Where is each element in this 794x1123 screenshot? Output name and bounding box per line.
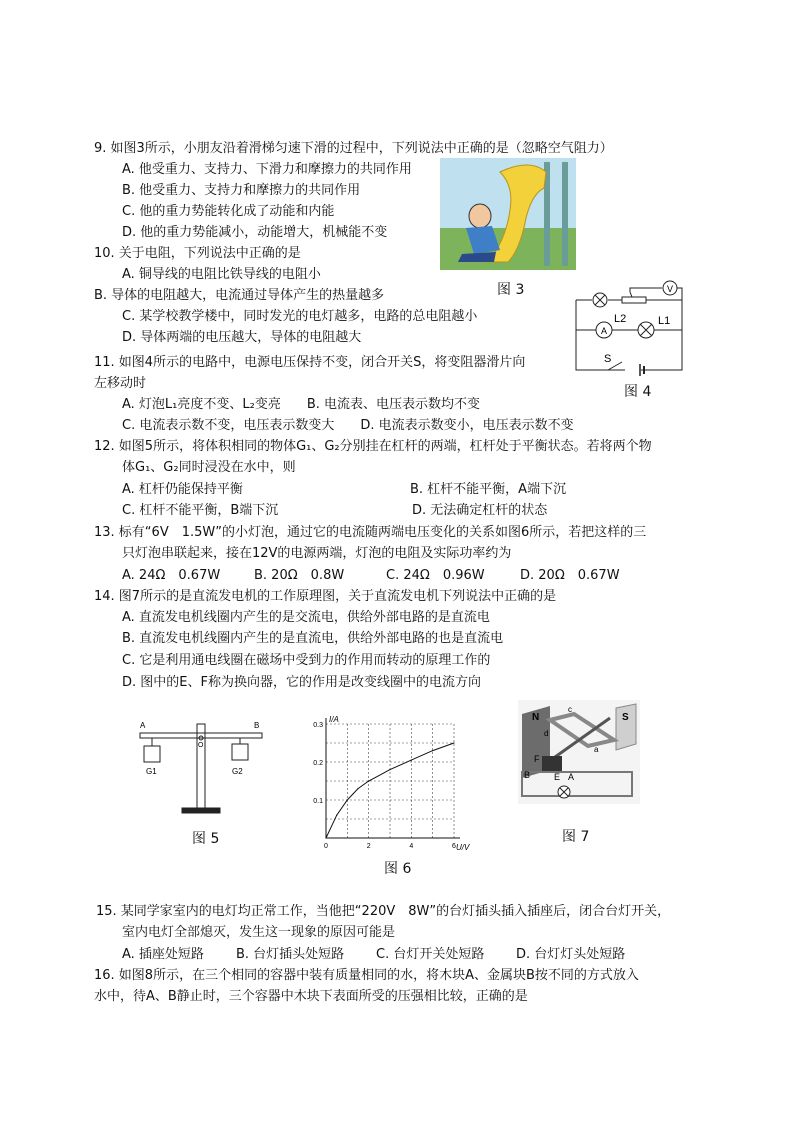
chart-x-tick-label: 4 <box>409 843 414 850</box>
chart-data-point <box>411 760 412 761</box>
q15-option-d: D. 台灯灯头处短路 <box>516 947 626 962</box>
chart-y-tick-label: 0.1 <box>313 798 323 805</box>
figure-5-caption: 图 5 <box>192 831 220 847</box>
figure-7-caption: 图 7 <box>562 829 590 845</box>
q13-stem-line2: 只灯泡串联起来，接在12V的电源两端，灯泡的电阻及实际功率约为 <box>122 546 512 561</box>
q10-option-a: A. 铜导线的电阻比铁导线的电阻小 <box>122 267 321 282</box>
fig4-lamp-l2-label: L2 <box>614 313 627 325</box>
q12-option-c: C. 杠杆不能平衡，B端下沉 <box>122 503 279 518</box>
q15-option-b: B. 台灯插头处短路 <box>236 947 345 962</box>
chart-y-tick-label: 0.3 <box>313 722 323 729</box>
chart-data-point <box>453 742 454 743</box>
fig5-g2-label: G2 <box>232 767 243 776</box>
fig7-ring-f-label: F <box>534 754 540 764</box>
fig7-pole-s-label: S <box>622 712 629 723</box>
q15-option-a: A. 插座处短路 <box>122 947 204 962</box>
chart-data-point <box>336 815 337 816</box>
fig7-brush-a-label: A <box>568 772 575 782</box>
q10-option-c: C. 某学校教学楼中，同时发光的电灯越多，电路的总电阻越小 <box>122 309 478 324</box>
fig5-end-a-label: A <box>140 721 146 730</box>
q11-stem-line1: 11. 如图4所示的电路中，电源电压保持不变，闭合开关S，将变阻器滑片向 <box>94 355 526 370</box>
q13-option-d: D. 20Ω 0.67W <box>520 568 620 583</box>
q9-option-c: C. 他的重力势能转化成了动能和内能 <box>122 204 335 219</box>
q11-stem-line2: 左移动时 <box>94 376 147 391</box>
fig7-coil-a-label: a <box>594 745 599 754</box>
figure-3-slide-illustration <box>440 158 576 270</box>
chart-x-tick-label: 6 <box>452 843 456 850</box>
chart-data-point <box>357 788 358 789</box>
figure-4-caption: 图 4 <box>624 384 652 400</box>
q12-stem-line1: 12. 如图5所示，将体积相同的物体G₁、G₂分别挂在杠杆的两端，杠杆处于平衡状态。若将两个物 <box>94 439 652 454</box>
fig7-brush-b-label: B <box>524 770 531 780</box>
q9-option-d: D. 他的重力势能减小，动能增大，机械能不变 <box>122 225 388 240</box>
fig4-voltmeter-label: V <box>666 284 674 294</box>
fig7-pole-n-label: N <box>532 712 540 723</box>
fig5-pivot-label: O <box>198 742 204 749</box>
q9-option-b: B. 他受重力、支持力和摩擦力的共同作用 <box>122 183 361 198</box>
q15-option-c: C. 台灯开关处短路 <box>376 947 485 962</box>
chart-x-tick-label: 0 <box>324 843 328 850</box>
chart-data-point <box>347 799 348 800</box>
chart-data-point <box>432 750 433 751</box>
q11-options-ab: A. 灯泡L₁亮度不变、L₂变亮 B. 电流表、电压表示数均不变 <box>122 397 481 412</box>
q16-stem-line1: 16. 如图8所示，在三个相同的容器中装有质量相同的水，将木块A、金属块B按不同的方式放入 <box>94 968 639 983</box>
q16-stem-line2: 水中，待A、B静止时，三个容器中木块下表面所受的压强相比较，正确的是 <box>94 989 528 1004</box>
chart-data-point <box>389 769 390 770</box>
fig5-g1-label: G1 <box>146 767 157 776</box>
q12-option-b: B. 杠杆不能平衡，A端下沉 <box>410 482 567 497</box>
chart-data-point <box>325 837 326 838</box>
chart-y-tick-label: 0.2 <box>313 760 323 767</box>
figure-4-circuit <box>570 278 690 374</box>
chart-y-axis-label: I/A <box>329 715 339 724</box>
q10-option-d: D. 导体两端的电压越大，导体的电阻越大 <box>122 330 362 345</box>
q13-option-b: B. 20Ω 0.8W <box>254 568 345 583</box>
q9-stem: 9. 如图3所示，小朋友沿着滑梯匀速下滑的过程中，下列说法中正确的是（忽略空气阻力） <box>94 141 613 156</box>
chart-data-point <box>368 780 369 781</box>
q14-stem: 14. 图7所示的是直流发电机的工作原理图，关于直流发电机下列说法中正确的是 <box>94 589 557 604</box>
q14-option-c: C. 它是利用通电线圈在磁场中受到力的作用而转动的原理工作的 <box>122 653 491 668</box>
q14-option-a: A. 直流发电机线圈内产生的是交流电，供给外部电路的是直流电 <box>122 610 490 625</box>
chart-x-tick-label: 2 <box>366 843 371 850</box>
q13-option-a: A. 24Ω 0.67W <box>122 568 221 583</box>
fig7-coil-c-label: c <box>568 705 572 714</box>
q15-stem-line1: 15. 某同学家室内的电灯均正常工作，当他把“220V 8W”的台灯插头插入插座后，闭合台灯开关， <box>96 904 671 919</box>
fig7-coil-d-label: d <box>544 729 549 738</box>
q13-option-c: C. 24Ω 0.96W <box>386 568 485 583</box>
fig4-ammeter-label: A <box>600 326 608 336</box>
q12-option-d: D. 无法确定杠杆的状态 <box>412 503 548 518</box>
fig4-switch-label: S <box>604 353 612 365</box>
chart-x-axis-label: U/V <box>456 843 470 852</box>
q15-stem-line2: 室内电灯全部熄灭，发生这一现象的原因可能是 <box>122 925 396 940</box>
figure-7-dc-generator <box>518 700 640 804</box>
q12-stem-line2: 体G₁、G₂同时浸没在水中，则 <box>122 460 296 475</box>
fig5-end-b-label: B <box>254 721 260 730</box>
q14-option-b: B. 直流发电机线圈内产生的是直流电，供给外部电路的也是直流电 <box>122 631 504 646</box>
q11-options-cd: C. 电流表示数不变，电压表示数变大 D. 电流表示数变小，电压表示数不变 <box>122 418 574 433</box>
figure-3-caption: 图 3 <box>497 282 525 298</box>
fig7-ring-e-label: E <box>554 772 561 782</box>
q9-option-a: A. 他受重力、支持力、下滑力和摩擦力的共同作用 <box>122 162 412 177</box>
q10-option-b: B. 导体的电阻越大，电流通过导体产生的热量越多 <box>94 288 385 303</box>
q14-option-d: D. 图中的E、F称为换向器，它的作用是改变线圈中的电流方向 <box>122 675 481 690</box>
q12-option-a: A. 杠杆仍能保持平衡 <box>122 482 243 497</box>
figure-6-caption: 图 6 <box>384 861 412 877</box>
q13-stem-line1: 13. 标有“6V 1.5W”的小灯泡，通过它的电流随两端电压变化的关系如图6所示，若把这样的三 <box>94 525 647 540</box>
figure-6-iu-chart <box>306 714 470 852</box>
q10-stem: 10. 关于电阻，下列说法中正确的是 <box>94 246 301 261</box>
figure-5-lever <box>136 716 266 820</box>
fig4-lamp-l1-label: L1 <box>658 315 671 327</box>
